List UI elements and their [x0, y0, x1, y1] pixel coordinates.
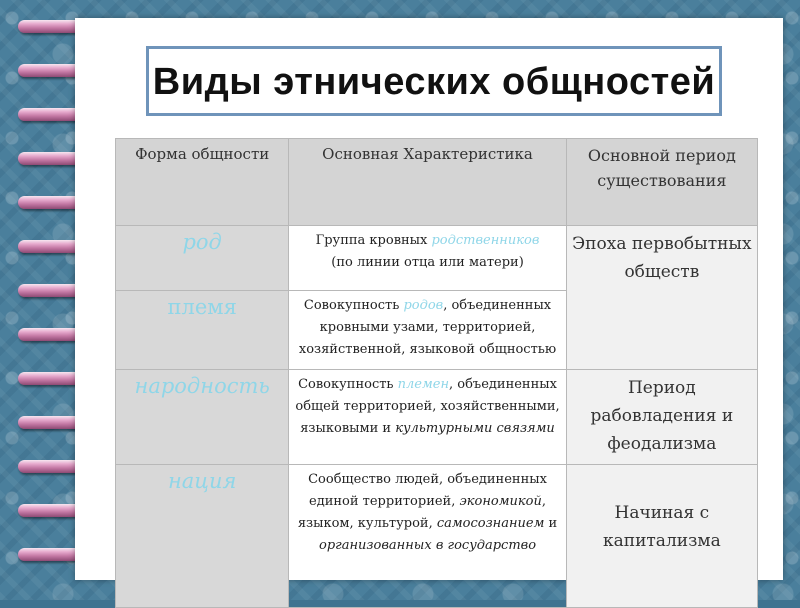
- table-row: [116, 226, 758, 291]
- description-text: Сообщество людей, объединенных единой территорией,: [308, 472, 547, 509]
- period-cell: Период рабовладения и феодализма: [566, 370, 757, 465]
- description-text: , языком, культурой,: [297, 494, 547, 531]
- italic-term: самосознанием: [436, 516, 545, 531]
- table-row: [116, 370, 758, 465]
- header-characteristic: Основная Характеристика: [289, 139, 566, 226]
- italic-term: экономикой: [459, 494, 542, 509]
- description-text: (по линии отца или матери): [331, 255, 524, 270]
- highlighted-term: племен: [397, 377, 450, 392]
- description-text: , объединенных кровными узами, территорией, хозяйственной, языковой общностью: [298, 298, 557, 357]
- description-text: Совокупность: [298, 377, 398, 392]
- header-form: Форма общности: [116, 139, 289, 226]
- description-cell: [289, 370, 566, 465]
- italic-term: организованных в государство: [319, 538, 537, 553]
- description-cell: [289, 465, 566, 608]
- period-cell: Начиная с капитализма: [566, 465, 757, 608]
- description-text: Группа кровных: [315, 233, 432, 248]
- ethnic-communities-table: [115, 138, 758, 608]
- form-cell: племя: [116, 291, 289, 370]
- description-cell: [289, 226, 566, 291]
- description-text: Совокупность: [303, 298, 404, 313]
- italic-term: культурными связями: [395, 421, 555, 436]
- form-cell: род: [116, 226, 289, 291]
- table-header-row: [116, 139, 758, 226]
- form-cell: нация: [116, 465, 289, 608]
- description-text: , объединенных общей территорией, хозяйственными, языковыми и: [295, 377, 560, 436]
- description-cell: [289, 291, 566, 370]
- header-period: Основной период существования: [566, 139, 757, 226]
- form-cell: народность: [116, 370, 289, 465]
- period-cell: Эпоха первобытных обществ: [566, 226, 757, 370]
- highlighted-term: родов: [403, 298, 444, 313]
- table-row: [116, 465, 758, 608]
- page-title: Виды этнических общностей: [152, 61, 716, 103]
- highlighted-term: родственников: [431, 233, 540, 248]
- description-text: и: [544, 516, 558, 531]
